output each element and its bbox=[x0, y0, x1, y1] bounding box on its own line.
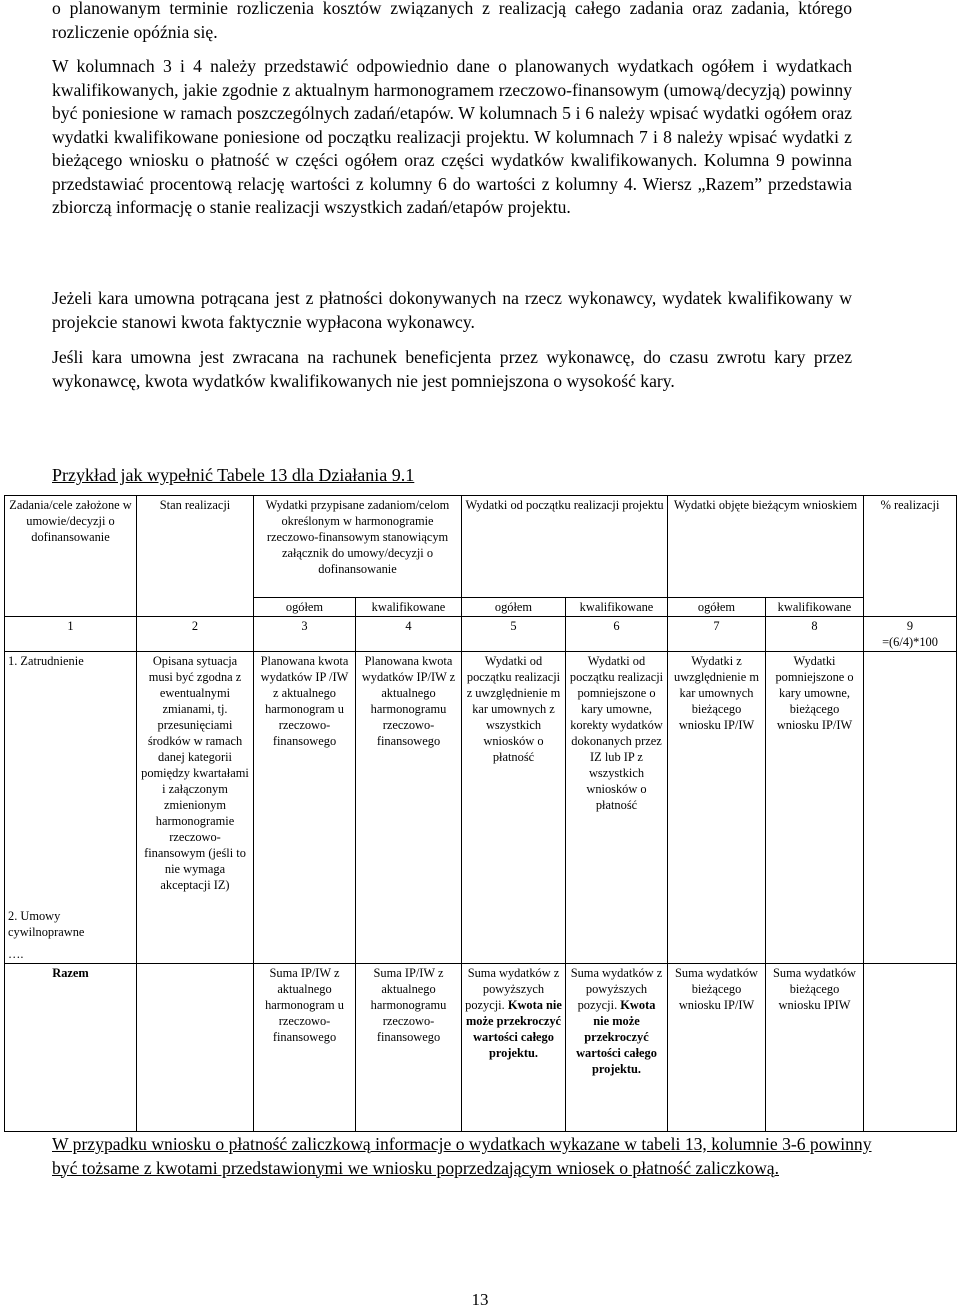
advance-payment-note: W przypadku wniosku o płatność zaliczkową informacje o wydatkach wykazane w tabeli 13, kolumnie 3-6 powinny być tożsame z kwotami przedstawionymi we wniosku poprzedzającym wniosek o płatność zaliczkową. bbox=[52, 1134, 872, 1178]
percent-formula: =(6/4)*100 bbox=[882, 635, 938, 649]
subheader-total: ogółem bbox=[462, 598, 566, 617]
column-number: 2 bbox=[137, 617, 254, 652]
column-number: 5 bbox=[462, 617, 566, 652]
row-employment-planned-eligible: Planowana kwota wydatków IP/IW z aktualnego harmonogramu rzeczowo-finansowego bbox=[356, 652, 462, 907]
row-total-sum-text: Suma wydatków z powyższych pozycji. bbox=[465, 965, 560, 1012]
row-employment-status: Opisana sytuacja musi być zgodna z ewentualnymi zmianami, tj. przesunięciami środków w ramach danej kategorii pomiędzy kwartałami i załączonym zmienionym harmonogramie rzeczowo-finansowym (jeśli to nie wymaga akceptacji IZ) bbox=[137, 652, 254, 907]
column-number: 7 bbox=[668, 617, 766, 652]
row-employment-current-total: Wydatki z uwzględnienie m kar umownych bieżącego wniosku IP/IW bbox=[668, 652, 766, 907]
row-employment-percent bbox=[864, 652, 957, 907]
subheader-eligible: kwalifikowane bbox=[566, 598, 668, 617]
row-employment-current-eligible: Wydatki pomniejszone o kary umowne, bieżącego wniosku IP/IW bbox=[766, 652, 864, 907]
header-planned-expenses: Wydatki przypisane zadaniom/celom określonym w harmonogramie rzeczowo-finansowym stanowiącym załącznik do umowy/decyzji o dofinansowanie bbox=[254, 496, 462, 598]
row-civil-contracts-task: 2. Umowy cywilnoprawne bbox=[5, 907, 137, 945]
header-expenses-since-start: Wydatki od początku realizacji projektu bbox=[462, 496, 668, 598]
row-employment-task: 1. Zatrudnienie bbox=[5, 652, 137, 907]
row-total-label: Razem bbox=[5, 963, 137, 1132]
row-employment-since-start-eligible: Wydatki od początku realizacji pomniejszone o kary umowne, korekty wydatków dokonanych przez IZ lub IP z wszystkich wniosków o płatność bbox=[566, 652, 668, 907]
row-total-current-total: Suma wydatków bieżącego wniosku IP/IW bbox=[668, 963, 766, 1132]
row-employment-planned-total: Planowana kwota wydatków IP /IW z aktualnego harmonogram u rzeczowo-finansowego bbox=[254, 652, 356, 907]
table-13-example bbox=[4, 495, 956, 1132]
subheader-eligible: kwalifikowane bbox=[356, 598, 462, 617]
column-number: 4 bbox=[356, 617, 462, 652]
column-number: 1 bbox=[5, 617, 137, 652]
column-number-formula bbox=[864, 617, 957, 652]
row-total-limit-note: Kwota nie może przekroczyć wartości całego projektu. bbox=[465, 997, 562, 1060]
row-ellipsis: …. bbox=[5, 945, 137, 964]
column-number: 6 bbox=[566, 617, 668, 652]
header-tasks: Zadania/cele założone w umowie/decyzji o dofinansowanie bbox=[5, 496, 137, 617]
column-number: 8 bbox=[766, 617, 864, 652]
column-number: 3 bbox=[254, 617, 356, 652]
row-total-limit-note: Kwota nie może przekroczyć wartości całego projektu. bbox=[576, 997, 657, 1076]
header-current-application: Wydatki objęte bieżącym wnioskiem bbox=[668, 496, 864, 598]
row-total-percent bbox=[864, 963, 957, 1132]
page-number: 13 bbox=[471, 1290, 489, 1309]
header-status: Stan realizacji bbox=[137, 496, 254, 617]
row-total-planned-total: Suma IP/IW z aktualnego harmonogram u rzeczowo-finansowego bbox=[254, 963, 356, 1132]
subheader-eligible: kwalifikowane bbox=[766, 598, 864, 617]
row-total-sum-text: Suma wydatków z powyższych pozycji. bbox=[570, 965, 663, 1012]
row-employment-since-start-total: Wydatki od początku realizacji z uwzględnienie m kar umownych z wszystkich wniosków o płatność bbox=[462, 652, 566, 907]
paragraph-continuation: o planowanym terminie rozliczenia kosztów związanych z realizacją całego zadania oraz zadania, którego rozliczenie opóźnia się. bbox=[52, 0, 852, 42]
row-total-planned-eligible: Suma IP/IW z aktualnego harmonogramu rzeczowo-finansowego bbox=[356, 963, 462, 1132]
column-number-9: 9 bbox=[906, 619, 914, 633]
row-total-since-start-eligible bbox=[566, 963, 668, 1132]
example-heading: Przykład jak wypełnić Tabele 13 dla Działania 9.1 bbox=[52, 465, 415, 485]
paragraph-columns-description: W kolumnach 3 i 4 należy przedstawić odpowiednio dane o planowanych wydatkach ogółem i wydatkach kwalifikowanych, jakie zgodnie z aktualnym harmonogramem rzeczowo-finansowym (umową/decyzją) powinny być poniesione w ramach poszczególnych zadań/etapów. W kolumnach 5 i 6 należy wpisać wydatki ogółem oraz wydatki kwalifikowane poniesione od początku realizacji projektu. W kolumnach 7 i 8 należy wpisać wydatki z bieżącego wniosku o płatność w części ogółem oraz części wydatków kwalifikowanych. Kolumna 9 powinna przedstawiać procentową relację wartości z kolumny 6 do wartości z kolumny 4. Wiersz „Razem” przedstawia zbiorczą informację o stanie realizacji wszystkich zadań/etapów projektu. bbox=[52, 56, 852, 217]
paragraph-contract-penalty-returned: Jeśli kara umowna jest zwracana na rachunek beneficjenta przez wykonawcę, do czasu zwrotu kary przez wykonawcę, kwota wydatków kwalifikowanych nie jest pomniejszona o wysokość kary. bbox=[52, 347, 852, 391]
subheader-total: ogółem bbox=[668, 598, 766, 617]
paragraph-contract-penalty-deducted: Jeżeli kara umowna potrącana jest z płatności dokonywanych na rzecz wykonawcy, wydatek kwalifikowany w projekcie stanowi kwota faktycznie wypłacona wykonawcy. bbox=[52, 288, 852, 332]
subheader-total: ogółem bbox=[254, 598, 356, 617]
header-percent: % realizacji bbox=[864, 496, 957, 617]
row-total-current-eligible: Suma wydatków bieżącego wniosku IPIW bbox=[766, 963, 864, 1132]
row-total-since-start-total bbox=[462, 963, 566, 1132]
